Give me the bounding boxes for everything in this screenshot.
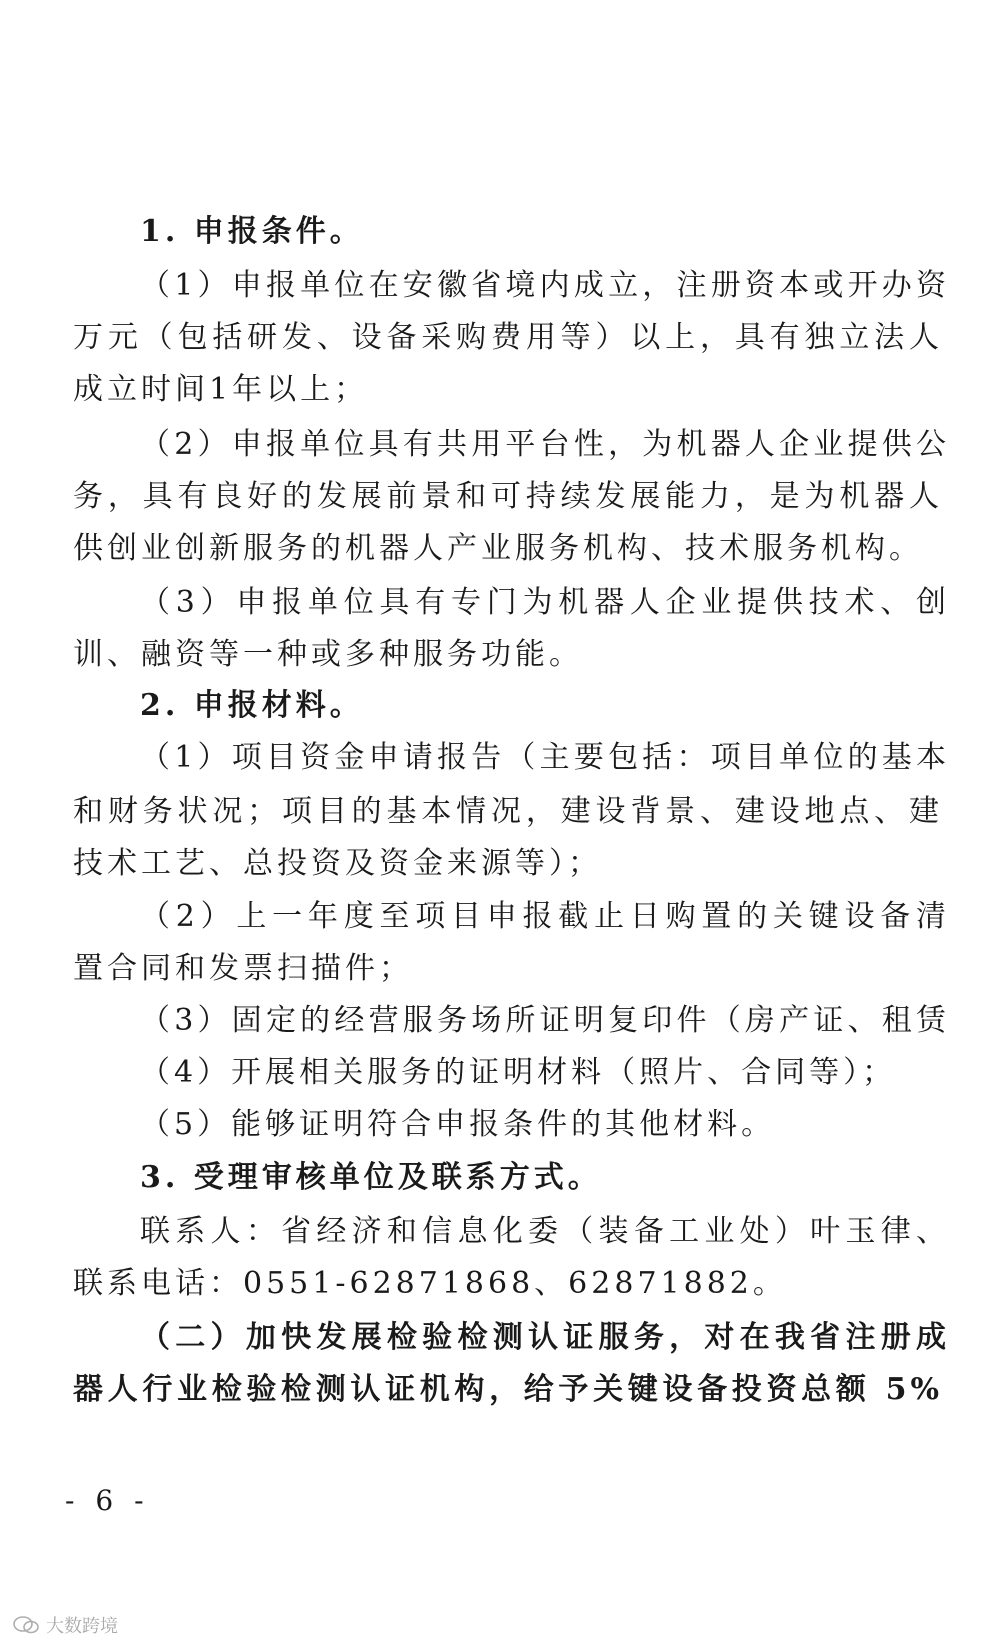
heading-contact-info: 3. 受理审核单位及联系方式。 — [140, 1160, 602, 1195]
paragraph-line-bold: 器人行业检验检测认证机构，给予关键设备投资总额 5% — [73, 1372, 943, 1407]
paragraph-line: 技术工艺、总投资及资金来源等）； — [73, 846, 602, 881]
paragraph-line: 务，具有良好的发展前景和可持续发展能力，是为机器人 — [73, 479, 943, 514]
watermark-text: 大数跨境 — [46, 1616, 118, 1637]
paragraph-line: 训、融资等一种或多种服务功能。 — [73, 637, 583, 672]
paragraph-line: 置合同和发票扫描件； — [73, 951, 413, 986]
paragraph-line: 联系人：省经济和信息化委（装备工业处）叶玉律、 — [140, 1214, 950, 1249]
paragraph-line: 成立时间1年以上； — [73, 372, 369, 407]
paragraph-line: （1）项目资金申请报告（主要包括：项目单位的基本 — [140, 740, 950, 775]
paragraph-line: （1）申报单位在安徽省境内成立，注册资本或开办资 — [140, 268, 950, 303]
paragraph-line: （3）固定的经营服务场所证明复印件（房产证、租赁 — [140, 1003, 950, 1038]
paragraph-line: （3）申报单位具有专门为机器人企业提供技术、创 — [140, 585, 950, 620]
watermark — [12, 1611, 118, 1639]
heading-application-conditions: 1. 申报条件。 — [140, 214, 364, 249]
paragraph-line: （5）能够证明符合申报条件的其他材料。 — [140, 1107, 776, 1142]
paragraph-line: 万元（包括研发、设备采购费用等）以上，具有独立法人 — [73, 320, 943, 355]
paragraph-line: （2）申报单位具有共用平台性，为机器人企业提供公 — [140, 427, 950, 462]
paragraph-line-bold: （二）加快发展检验检测认证服务，对在我省注册成 — [140, 1320, 950, 1355]
paragraph-line: 供创业创新服务的机器人产业服务机构、技术服务机构。 — [73, 531, 923, 566]
paragraph-line: （2）上一年度至项目申报截止日购置的关键设备清 — [140, 899, 950, 934]
chat-bubble-icon — [12, 1614, 40, 1636]
paragraph-line: 联系电话：0551-62871868、62871882。 — [73, 1266, 787, 1301]
paragraph-line: 和财务状况；项目的基本情况，建设背景、建设地点、建 — [73, 794, 943, 829]
paragraph-line: （4）开展相关服务的证明材料（照片、合同等）； — [140, 1055, 897, 1090]
page-number: - 6 - — [65, 1484, 150, 1517]
heading-application-materials: 2. 申报材料。 — [140, 688, 364, 723]
